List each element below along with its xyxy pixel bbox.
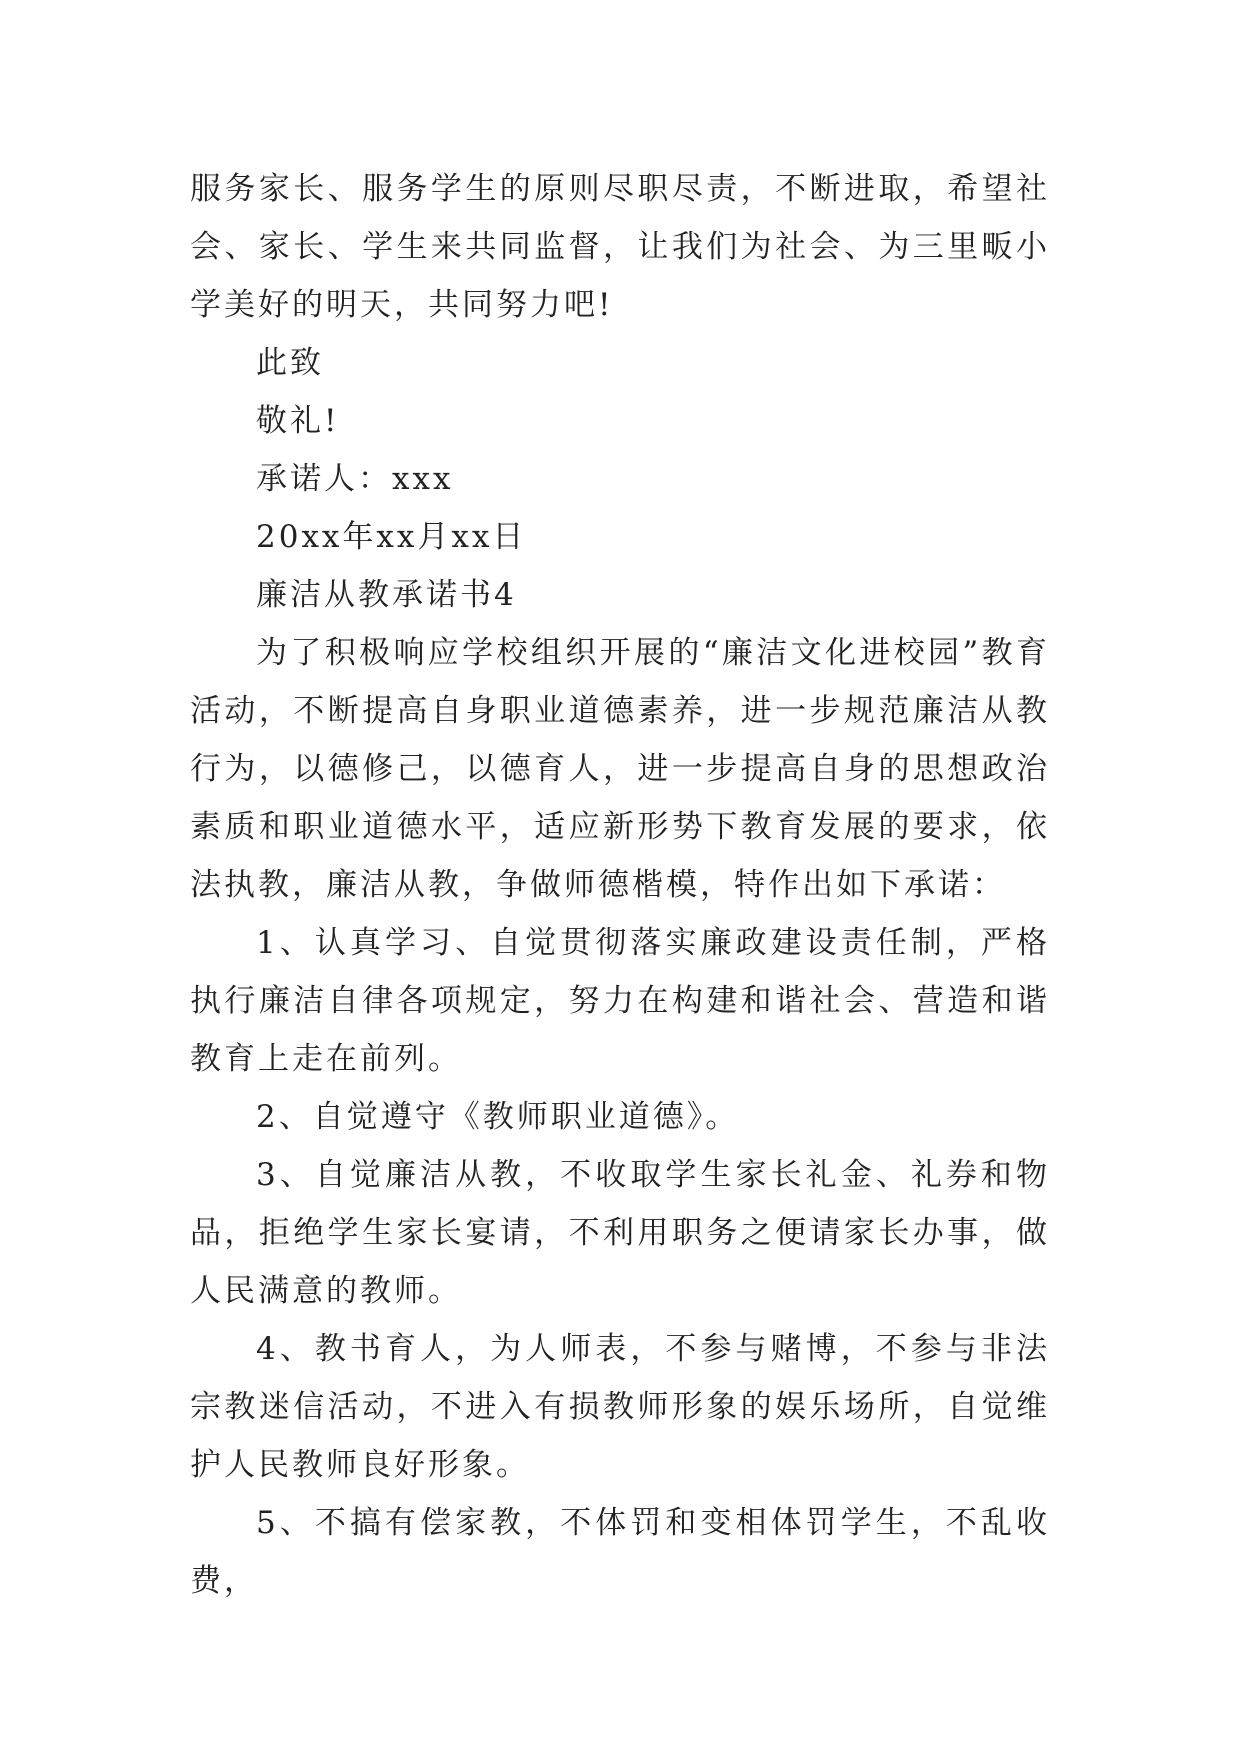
pledge-item-3: 3、自觉廉洁从教，不收取学生家长礼金、礼券和物品，拒绝学生家长宴请，不利用职务之便请家长办事，做人民满意的教师。 [190, 1157, 1050, 1309]
paragraph-intro: 为了积极响应学校组织开展的“廉洁文化进校园”教育活动，不断提高自身职业道德素养，进一步规范廉洁从教行为，以德修己，以德育人，进一步提高自身的思想政治素质和职业道德水平，适应新形势下教育发展的要求，依法执教，廉洁从教，争做师德楷模，特作出如下承诺： [190, 635, 1050, 903]
pledge-item-5: 5、不搞有偿家教，不体罚和变相体罚学生，不乱收费， [190, 1505, 1050, 1599]
pledge-item-1: 1、认真学习、自觉贯彻落实廉政建设责任制，严格执行廉洁自律各项规定，努力在构建和谐社会、营造和谐教育上走在前列。 [190, 925, 1050, 1077]
section-heading: 廉洁从教承诺书4 [256, 577, 517, 613]
pledge-item-4: 4、教书育人，为人师表，不参与赌博，不参与非法宗教迷信活动，不进入有损教师形象的娱乐场所，自觉维护人民教师良好形象。 [190, 1331, 1050, 1483]
date-line: 20xx年xx月xx日 [256, 519, 527, 555]
signatory-line: 承诺人：xxx [256, 461, 454, 497]
salutation-cizhi: 此致 [256, 345, 324, 381]
document-body [190, 160, 1050, 1610]
salutation-jingli: 敬礼! [256, 403, 340, 439]
paragraph-closing-appeal: 服务家长、服务学生的原则尽职尽责，不断进取，希望社会、家长、学生来共同监督，让我们为社会、为三里畈小学美好的明天，共同努力吧! [190, 171, 1050, 323]
pledge-item-2: 2、自觉遵守《教师职业道德》。 [256, 1099, 740, 1135]
